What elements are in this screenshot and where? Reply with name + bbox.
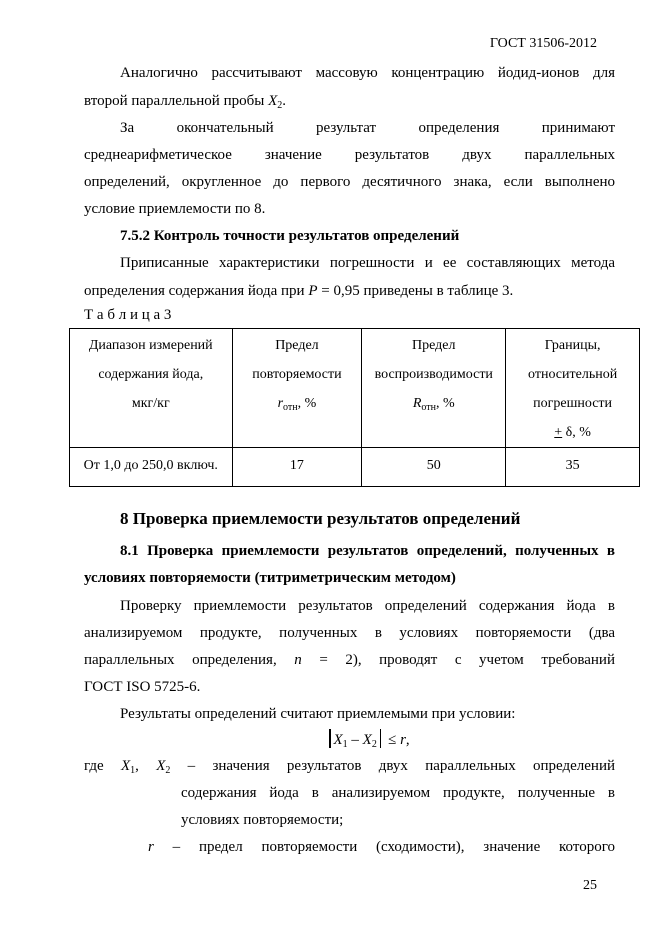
section-7-5-2-title: 7.5.2 Контроль точности результатов определений bbox=[120, 228, 460, 244]
header-range: Диапазон измерений содержания йода, мкг/кг bbox=[70, 329, 233, 448]
standard-code-header: ГОСТ 31506-2012 bbox=[489, 36, 597, 51]
acceptance-formula: $X_1 - X_2 \le r$, bbox=[326, 729, 410, 750]
paragraph-4-line-2: анализируемом продукте, полученных в условиях повторяемости (два bbox=[84, 625, 615, 641]
paragraph-1-line-2: второй параллельной пробы $X_2$. bbox=[84, 93, 286, 111]
paragraph-2-line-4: условие приемлемости по 8. bbox=[84, 201, 266, 217]
section-8-1-title-line-2: условиях повторяемости (титриметрическим методом) bbox=[84, 570, 456, 586]
header-repeatability: Предел повторяемости $r_{отн}$, % bbox=[232, 329, 362, 448]
where-line-2: содержания йода в анализируемом продукте, полученные в bbox=[181, 785, 615, 801]
section-8-1-title-line-1: 8.1 Проверка приемлемости результатов определений, полученных в bbox=[120, 543, 615, 559]
paragraph-4-line-1: Проверку приемлемости результатов определений содержания йода в bbox=[120, 598, 615, 614]
table-caption: Т а б л и ц а 3 bbox=[84, 307, 172, 323]
abs-bar-right bbox=[380, 729, 382, 748]
paragraph-3-line-1: Приписанные характеристики погрешности и ее составляющих метода bbox=[120, 255, 615, 271]
paragraph-3-line-2: определения содержания йода при P = 0,95 приведены в таблице 3. bbox=[84, 283, 514, 299]
header-error-bounds: Границы, относительной погрешности + δ, % bbox=[506, 329, 640, 448]
header-reproducibility: Предел воспроизводимости $R_{отн}$, % bbox=[362, 329, 506, 448]
paragraph-2-line-2: среднеарифметическое значение результатов двух параллельных bbox=[84, 147, 615, 163]
cell-range: От 1,0 до 250,0 включ. bbox=[70, 448, 233, 487]
cell-repeatability: 17 bbox=[232, 448, 362, 487]
where-line-1: где $X_1$, $X_2$ – значения результатов двух параллельных определений bbox=[84, 758, 616, 776]
cell-reproducibility: 50 bbox=[362, 448, 506, 487]
paragraph-1-line-1: Аналогично рассчитывают массовую концентрацию йодид-ионов для bbox=[120, 65, 615, 81]
paragraph-4-line-4: ГОСТ ISO 5725-6. bbox=[84, 679, 201, 695]
page-number: 25 bbox=[583, 878, 597, 893]
abs-bar-left bbox=[329, 729, 331, 748]
table-row bbox=[70, 448, 640, 487]
paragraph-2-line-3: определений, округленное до первого десятичного знака, если выполнено bbox=[84, 174, 615, 190]
where-r-line: r – предел повторяемости (сходимости), значение которого bbox=[148, 839, 615, 855]
table-header-row bbox=[70, 329, 640, 448]
section-8-title: 8 Проверка приемлемости результатов определений bbox=[120, 509, 521, 528]
paragraph-2-line-1: За окончательный результат определения принимают bbox=[120, 120, 615, 136]
paragraph-5-line-1: Результаты определений считают приемлемыми при условии: bbox=[120, 706, 516, 722]
where-line-3: условиях повторяемости; bbox=[181, 812, 344, 828]
paragraph-4-line-3: параллельных определения, n = 2), проводят с учетом требований bbox=[84, 652, 615, 668]
cell-error-bounds: 35 bbox=[506, 448, 640, 487]
accuracy-table bbox=[69, 328, 640, 487]
